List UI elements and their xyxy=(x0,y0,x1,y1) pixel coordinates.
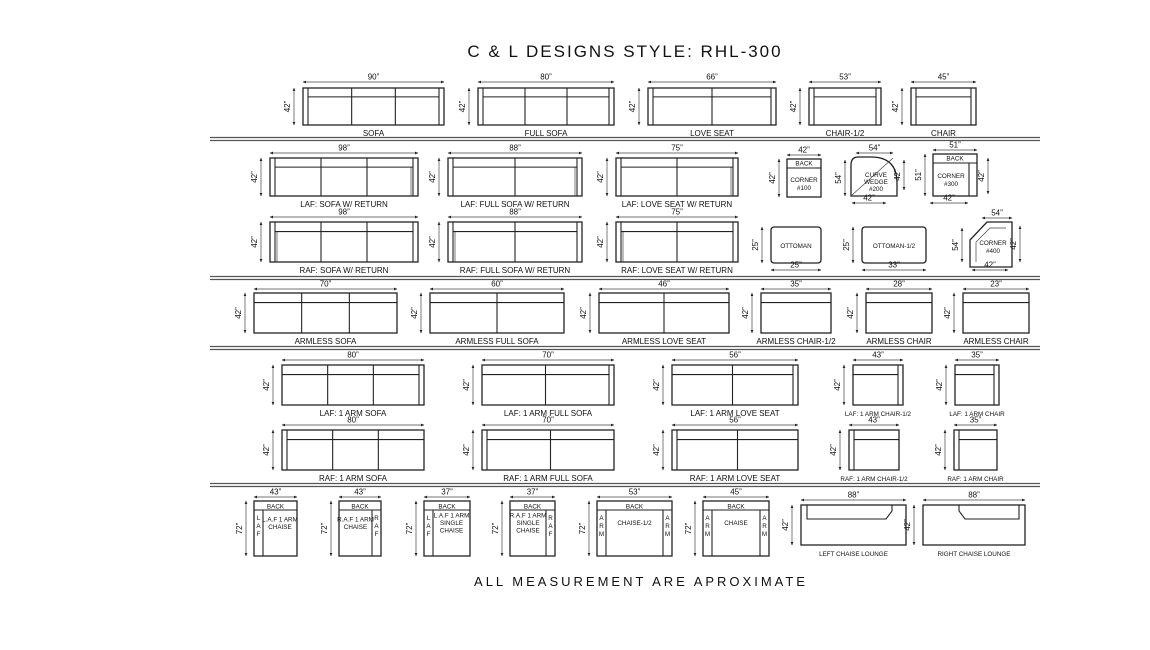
width-dimension: 80” xyxy=(347,350,359,360)
width-dimension: 54” xyxy=(868,143,881,153)
width-dimension: 75” xyxy=(671,207,683,217)
width-dimension: 60” xyxy=(491,279,503,289)
piece-outline xyxy=(482,430,614,470)
piece-outline xyxy=(482,365,614,405)
width-dimension: 88” xyxy=(509,143,521,153)
piece-label: LAF: 1 ARM CHAIR xyxy=(949,411,1005,418)
width-dimension: 53” xyxy=(839,72,851,82)
lounge-0 xyxy=(781,491,906,559)
row5-4 xyxy=(935,351,1005,419)
piece-label: ARMLESS SOFA xyxy=(294,337,357,346)
arm-letter: R xyxy=(762,523,767,530)
row5-1 xyxy=(462,351,614,419)
piece-label: RAF: 1 ARM CHAIR xyxy=(947,476,1004,483)
corner-100 xyxy=(768,146,821,198)
arm-letter: F xyxy=(256,531,261,538)
chaise-text: R.A.F 1 ARM xyxy=(337,516,374,524)
corner-code: #300 xyxy=(943,181,959,188)
width-dimension: 54” xyxy=(991,208,1003,218)
row3-2 xyxy=(596,208,738,276)
depth-dimension: 42” xyxy=(652,379,661,391)
row2-2 xyxy=(596,144,738,210)
depth-dimension: 25” xyxy=(751,239,760,251)
piece-outline xyxy=(849,430,899,470)
row6-4 xyxy=(934,416,1004,484)
wedge-code: #200 xyxy=(868,186,884,193)
width-dimension: 80” xyxy=(540,72,552,82)
width-dimension: 88” xyxy=(968,490,980,500)
chaise-text: CHAISE xyxy=(724,520,748,527)
corner-name: CORNER xyxy=(790,177,818,184)
depth-dimension: 42” xyxy=(462,379,471,391)
width-dimension: 90” xyxy=(367,72,380,82)
chaise-0 xyxy=(235,488,298,557)
chaise-5 xyxy=(684,488,769,557)
wedge-line-2: WEDGE xyxy=(864,179,888,186)
depth-dimension: 42” xyxy=(829,444,838,456)
piece-label: LAF: FULL SOFA W/ RETURN xyxy=(460,200,570,209)
row4-0 xyxy=(234,280,397,347)
corner-code: #100 xyxy=(796,185,812,192)
width-dimension: 75” xyxy=(671,143,683,153)
width-dimension: 46” xyxy=(658,279,670,289)
piece-label: RAF: 1 ARM FULL SOFA xyxy=(503,474,593,483)
arm-letter: R xyxy=(665,523,670,530)
back-label: BACK xyxy=(795,160,813,168)
width-dimension: 43” xyxy=(872,350,884,360)
arm-letter: F xyxy=(374,531,379,538)
row2-1 xyxy=(428,144,582,210)
piece-outline xyxy=(478,88,614,125)
piece-label: LAF: LOVE SEAT W/ RETURN xyxy=(621,200,733,209)
wedge-line-1: CURVE xyxy=(865,172,887,179)
arm-letter: L xyxy=(426,515,431,522)
row4-2 xyxy=(579,280,729,347)
ottoman-label: OTTOMAN-1/2 xyxy=(872,243,916,250)
curve-wedge-200 xyxy=(834,144,904,204)
back-label: BACK xyxy=(625,503,644,511)
width-dimension: 88” xyxy=(509,207,521,217)
row1-3 xyxy=(789,73,881,139)
width-dimension: 35” xyxy=(971,350,983,360)
ottoman xyxy=(751,227,821,270)
piece-outline xyxy=(963,293,1029,333)
piece-outline xyxy=(282,365,424,405)
piece-label: RAF: SOFA W/ RETURN xyxy=(299,266,389,275)
depth-dimension: 42” xyxy=(652,444,661,456)
row1-4 xyxy=(891,73,976,139)
arm-letter: A xyxy=(426,523,431,530)
chaise-4 xyxy=(578,488,672,557)
width-dimension: 98” xyxy=(338,207,350,217)
row1-2 xyxy=(628,73,776,139)
back-label: BACK xyxy=(523,503,542,511)
arm-letter: A xyxy=(665,515,670,522)
row3-1 xyxy=(428,208,582,276)
depth-dimension: 42” xyxy=(462,444,471,456)
arm-letter: A xyxy=(762,515,767,522)
arm-letter: F xyxy=(548,531,553,538)
back-label: BACK xyxy=(438,503,456,511)
arm-letter: L xyxy=(256,515,261,522)
depth-dimension: 42” xyxy=(891,100,900,113)
depth-dimension: 54” xyxy=(834,172,843,184)
row1-0 xyxy=(283,73,444,139)
width-dimension: 43” xyxy=(269,487,282,497)
depth-dimension: 72” xyxy=(684,522,693,535)
depth-dimension: 42” xyxy=(977,170,986,182)
row-separator-2 xyxy=(210,347,1040,350)
depth-dimension: 42” xyxy=(846,307,855,319)
chaise-text: L.A.F 1 ARM xyxy=(262,516,298,524)
piece-label: LEFT CHAISE LOUNGE xyxy=(819,551,888,558)
corner-400 xyxy=(951,209,1020,271)
depth-dimension: 42” xyxy=(250,236,259,248)
piece-label: LAF: 1 ARM SOFA xyxy=(319,409,387,418)
width-dimension: 66” xyxy=(706,72,718,82)
row6-3 xyxy=(829,416,908,484)
corner-code: #400 xyxy=(985,248,1001,255)
piece-label: RAF: 1 ARM LOVE SEAT xyxy=(689,474,781,483)
piece-label: RAF: LOVE SEAT W/ RETURN xyxy=(621,266,733,275)
width-dimension: 45” xyxy=(937,72,950,82)
width-dimension: 42” xyxy=(863,193,875,203)
piece-label: LAF: 1 ARM CHAIR-1/2 xyxy=(844,411,912,418)
arm-letter: A xyxy=(548,523,553,530)
arm-letter: M xyxy=(761,531,768,538)
width-dimension: 43” xyxy=(354,487,366,497)
arm-letter: A xyxy=(374,523,379,530)
width-dimension: 37” xyxy=(441,487,453,497)
width-dimension: 42” xyxy=(943,193,955,203)
row5-0 xyxy=(262,351,424,419)
piece-outline xyxy=(282,430,424,470)
piece-label: SOFA xyxy=(362,129,385,138)
depth-dimension: 42” xyxy=(833,379,842,391)
piece-label: ARMLESS LOVE SEAT xyxy=(621,337,707,346)
arm-letter: M xyxy=(664,531,671,538)
arm-letter: R xyxy=(374,515,379,522)
chaise-text: CHAISE xyxy=(268,523,292,531)
depth-dimension: 42” xyxy=(935,379,944,391)
chaise-text: CHAISE xyxy=(516,527,540,535)
depth-dimension: 42” xyxy=(628,100,637,113)
row2-0 xyxy=(250,144,418,210)
piece-label: FULL SOFA xyxy=(524,129,568,138)
arm-letter: A xyxy=(599,515,604,522)
chaise-text: CHAISE-1/2 xyxy=(617,520,652,527)
chaise-text: R.A.F 1 ARM xyxy=(509,512,547,520)
chaise-3 xyxy=(491,488,555,557)
arm-letter: A xyxy=(705,515,710,522)
depth-dimension: 42” xyxy=(741,307,750,319)
chaise-text: CHAISE xyxy=(439,527,464,535)
row6-1 xyxy=(462,416,614,484)
depth-dimension: 42” xyxy=(943,307,952,319)
piece-outline xyxy=(955,365,999,405)
depth-dimension: 42” xyxy=(250,171,259,183)
chaise-text: SINGLE xyxy=(516,520,540,527)
width-dimension: 56” xyxy=(729,350,741,360)
width-dimension: 42” xyxy=(984,260,996,270)
chaise-2 xyxy=(405,488,470,557)
row-separator-0 xyxy=(210,138,1040,141)
depth-dimension: 42” xyxy=(410,307,419,319)
row6-0 xyxy=(262,416,424,484)
piece-label: ARMLESS CHAIR xyxy=(963,337,1029,346)
piece-outline xyxy=(270,158,418,196)
arm-letter: R xyxy=(599,523,604,530)
depth-dimension: 42” xyxy=(903,519,912,531)
lounge-1 xyxy=(903,491,1025,559)
depth-dimension: 42” xyxy=(262,444,271,456)
width-dimension: 98” xyxy=(338,143,350,153)
corner-name: CORNER xyxy=(979,240,1007,247)
depth-dimension: 51” xyxy=(914,169,923,181)
depth-dimension: 72” xyxy=(491,522,500,535)
piece-label: ARMLESS CHAIR-1/2 xyxy=(756,337,836,346)
chaise-1 xyxy=(320,488,381,557)
depth-dimension: 42” xyxy=(789,100,798,113)
width-dimension: 88” xyxy=(847,490,860,500)
piece-outline xyxy=(672,365,798,405)
width-dimension: 37” xyxy=(526,487,539,497)
width-dimension: 56” xyxy=(729,415,741,425)
depth-dimension: 25” xyxy=(842,239,851,251)
width-dimension: 42” xyxy=(798,145,810,155)
piece-label: CHAIR-1/2 xyxy=(825,129,865,138)
arm-letter: A xyxy=(256,523,261,530)
piece-outline xyxy=(761,293,831,333)
row4-4 xyxy=(846,280,932,347)
width-dimension: 70” xyxy=(542,350,554,360)
piece-outline xyxy=(853,365,903,405)
piece-outline xyxy=(911,88,976,125)
width-dimension: 53” xyxy=(628,487,641,497)
depth-dimension: 54” xyxy=(951,239,960,251)
chaise-text: CHAISE xyxy=(343,523,368,531)
piece-label: LOVE SEAT xyxy=(690,129,734,138)
back-label: BACK xyxy=(351,503,369,511)
piece-outline xyxy=(303,88,444,125)
row4-1 xyxy=(410,280,564,347)
width-dimension: 70” xyxy=(319,279,332,289)
depth-dimension: 42” xyxy=(893,169,902,181)
depth-dimension: 72” xyxy=(405,522,414,535)
width-dimension: 23” xyxy=(990,279,1002,289)
width-dimension: 28” xyxy=(893,279,905,289)
piece-label: RAF: 1 ARM SOFA xyxy=(318,474,388,483)
page-title: C & L DESIGNS STYLE: RHL-300 xyxy=(467,42,783,61)
row-separator-1 xyxy=(210,277,1040,280)
width-dimension: 80” xyxy=(347,415,359,425)
piece-outline xyxy=(254,293,397,333)
depth-dimension: 42” xyxy=(458,100,467,113)
piece-outline xyxy=(866,293,932,333)
corner-name: CORNER xyxy=(937,173,965,180)
arm-letter: M xyxy=(598,531,605,538)
width-dimension: 25” xyxy=(790,260,802,270)
depth-dimension: 42” xyxy=(234,307,243,319)
depth-dimension: 42” xyxy=(1009,238,1018,250)
depth-dimension: 42” xyxy=(934,444,943,456)
piece-label: RAF: 1 ARM CHAIR-1/2 xyxy=(840,476,908,483)
arm-letter: R xyxy=(705,523,710,530)
piece-outline xyxy=(809,88,881,125)
row5-2 xyxy=(652,351,798,419)
row-separator-3 xyxy=(210,484,1040,487)
row3-0 xyxy=(250,208,418,276)
depth-dimension: 42” xyxy=(596,171,605,183)
width-dimension: 43” xyxy=(868,415,880,425)
footer-note: ALL MEASUREMENT ARE APROXIMATE xyxy=(474,574,808,589)
depth-dimension: 42” xyxy=(579,307,588,319)
depth-dimension: 72” xyxy=(320,522,329,535)
piece-label: LAF: 1 ARM FULL SOFA xyxy=(503,409,593,418)
row4-5 xyxy=(943,280,1029,347)
row4-3 xyxy=(741,280,836,347)
arm-letter: F xyxy=(426,531,431,538)
back-label: BACK xyxy=(727,503,745,511)
width-dimension: 45” xyxy=(730,487,742,497)
depth-dimension: 42” xyxy=(596,236,605,248)
piece-outline xyxy=(954,430,997,470)
row5-3 xyxy=(833,351,912,419)
chaise-text: SINGLE xyxy=(439,520,464,527)
depth-dimension: 72” xyxy=(578,522,587,535)
depth-dimension: 42” xyxy=(768,172,777,184)
piece-label: LAF: SOFA W/ RETURN xyxy=(300,200,388,209)
depth-dimension: 72” xyxy=(235,522,244,535)
piece-label: LAF: 1 ARM LOVE SEAT xyxy=(690,409,780,418)
ottoman-half xyxy=(842,227,926,270)
back-label: BACK xyxy=(946,155,964,163)
arm-letter: M xyxy=(704,531,711,538)
back-label: BACK xyxy=(266,503,285,511)
piece-label: ARMLESS CHAIR xyxy=(866,337,932,346)
width-dimension: 35” xyxy=(790,279,802,289)
depth-dimension: 42” xyxy=(428,236,437,248)
row6-2 xyxy=(652,416,798,484)
piece-label: RAF: FULL SOFA W/ RETURN xyxy=(459,266,571,275)
width-dimension: 35” xyxy=(969,415,982,425)
width-dimension: 51” xyxy=(949,140,961,150)
piece-label: CHAIR xyxy=(931,129,956,138)
piece-label: RIGHT CHAISE LOUNGE xyxy=(937,551,1011,558)
arm-letter: R xyxy=(548,515,553,522)
piece-outline xyxy=(270,222,418,262)
width-dimension: 33” xyxy=(888,260,900,270)
piece-outline xyxy=(672,430,798,470)
depth-dimension: 42” xyxy=(283,100,292,113)
depth-dimension: 42” xyxy=(262,379,271,391)
depth-dimension: 42” xyxy=(428,171,437,183)
corner-300 xyxy=(914,141,988,204)
width-dimension: 70” xyxy=(542,415,554,425)
row1-1 xyxy=(458,73,614,139)
depth-dimension: 42” xyxy=(781,519,790,531)
chaise-text: L.A.F 1 ARM xyxy=(433,512,470,520)
ottoman-label: OTTOMAN xyxy=(780,243,812,250)
piece-label: ARMLESS FULL SOFA xyxy=(455,337,539,346)
